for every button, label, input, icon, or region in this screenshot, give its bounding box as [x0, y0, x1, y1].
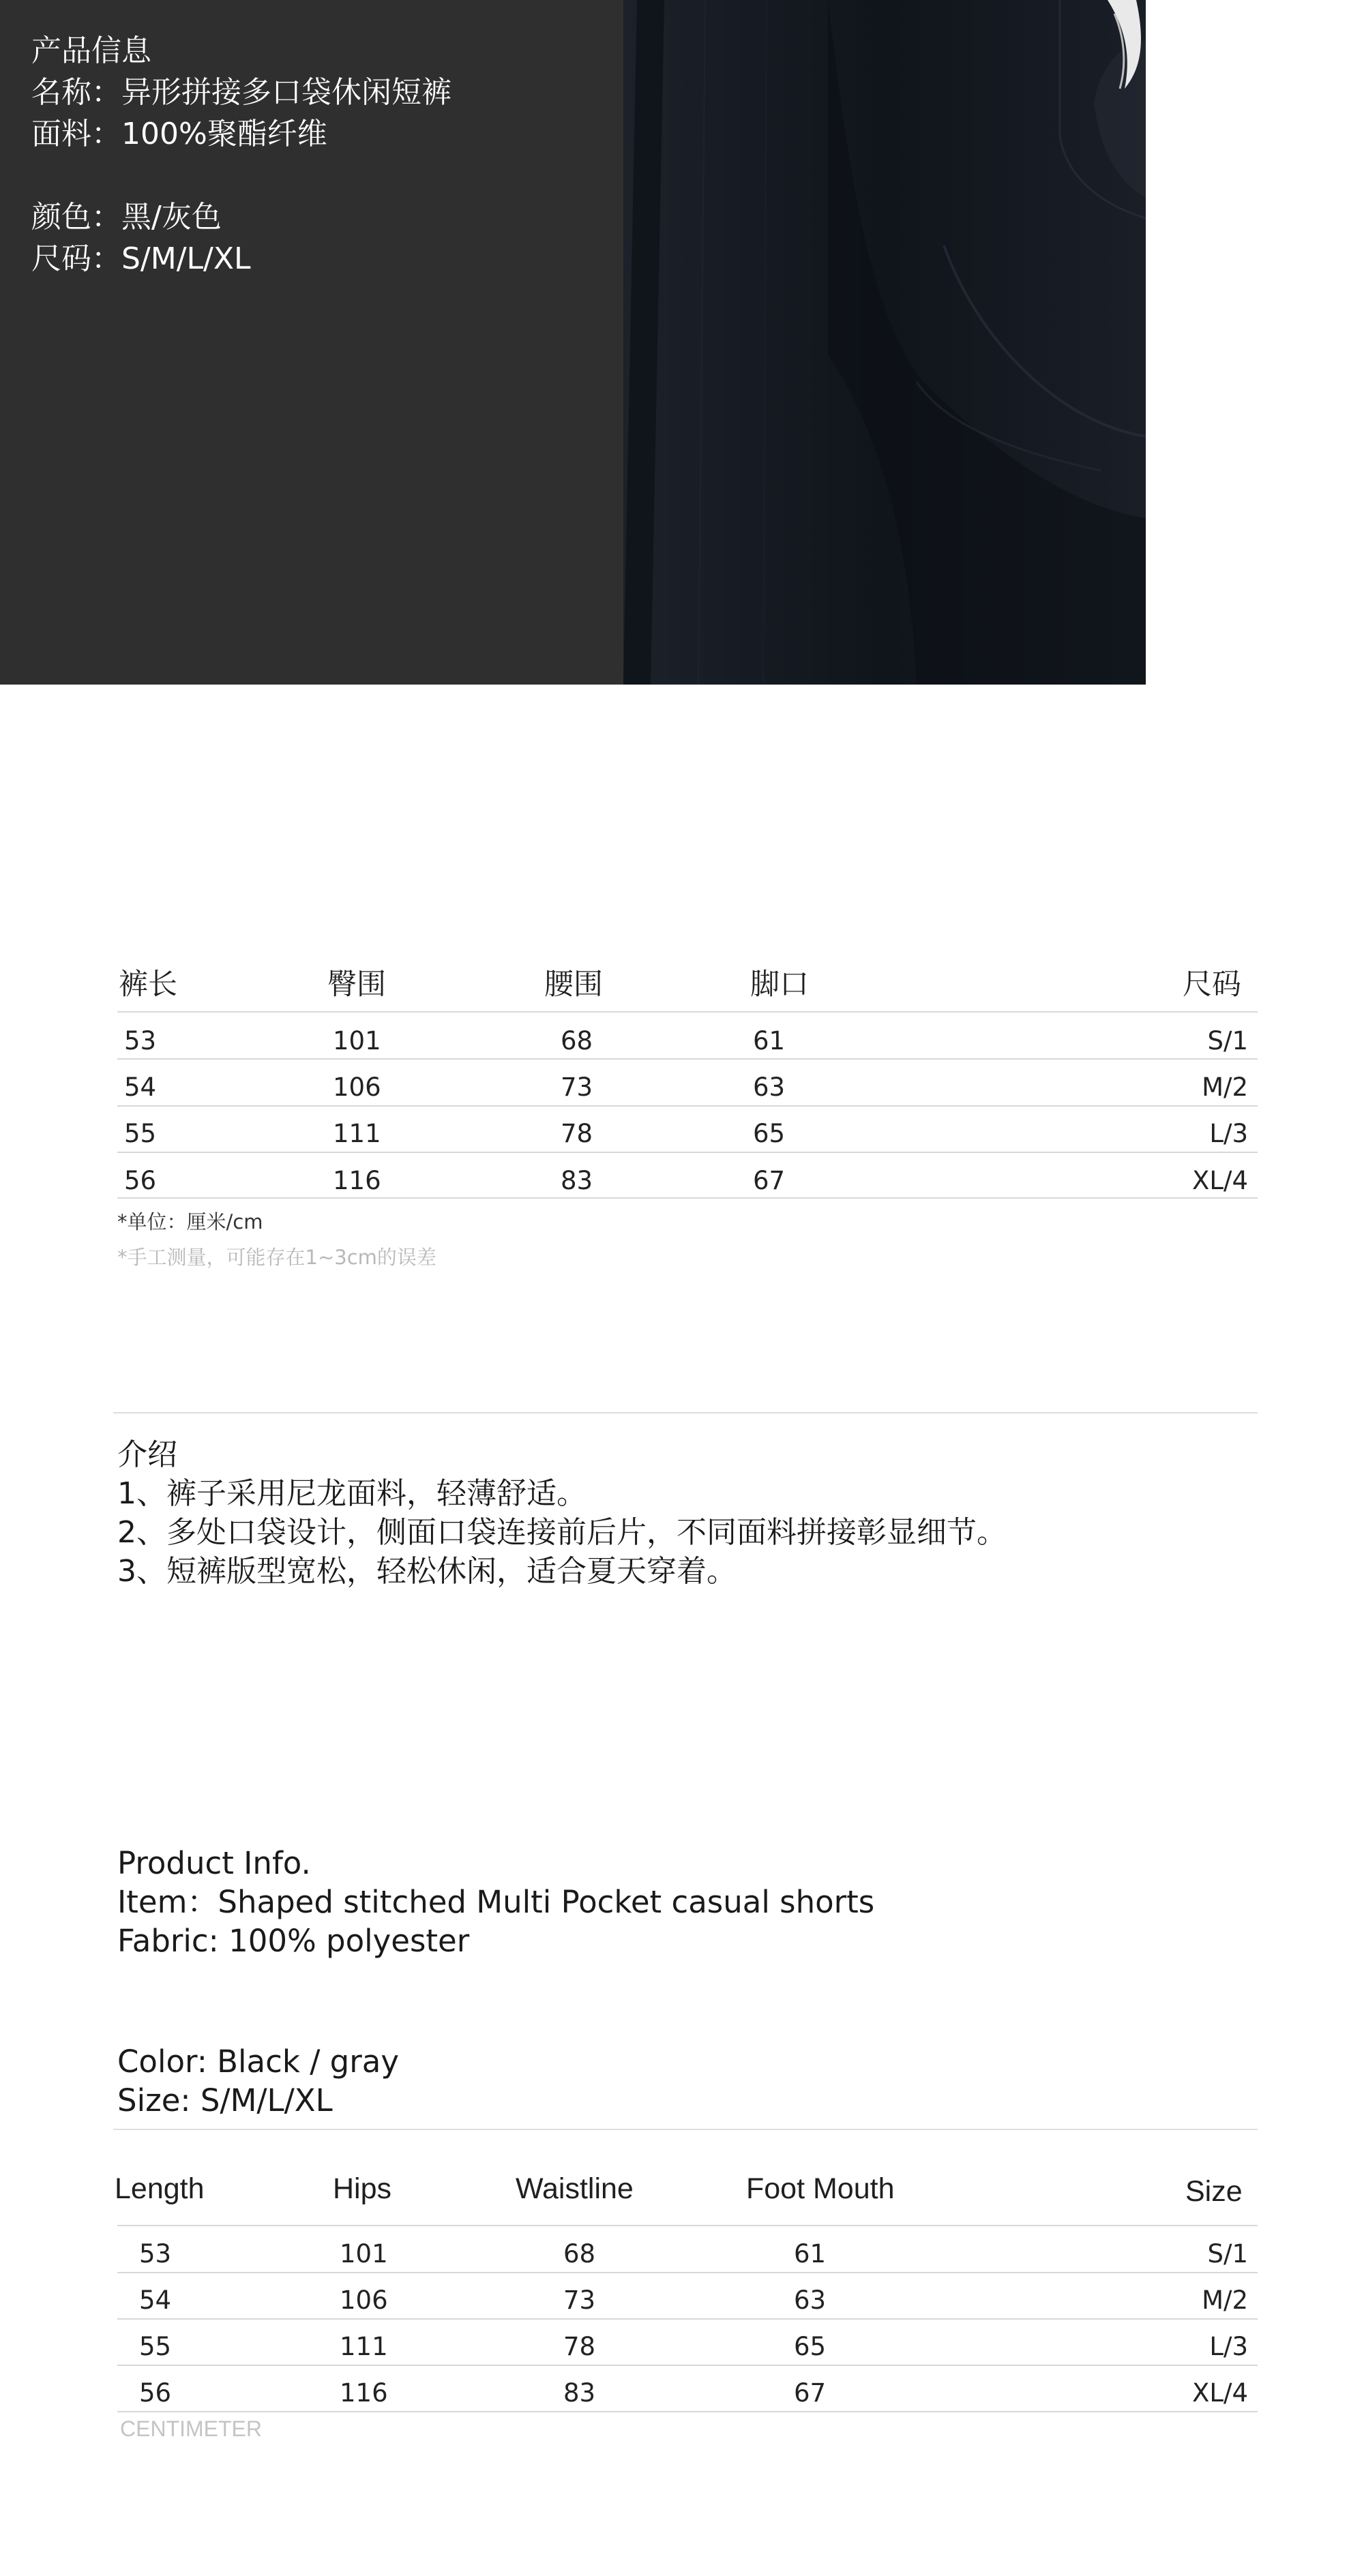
cn-cell: 101	[333, 1026, 381, 1055]
cn-cell: 61	[753, 1026, 786, 1055]
cn-info-name: 名称：异形拼接多口袋休闲短裤	[31, 75, 451, 110]
cn-intro	[117, 1435, 1007, 1591]
cn-cell: 73	[561, 1073, 593, 1102]
cn-info-size: 尺码：S/M/L/XL	[31, 241, 251, 276]
cn-row-rule	[117, 1152, 1258, 1153]
en-cell: 65	[794, 2332, 827, 2361]
intro-line: 3、短裤版型宽松，轻松休闲，适合夏天穿着。	[117, 1554, 737, 1589]
cn-cell: 53	[124, 1026, 157, 1055]
en-cell: 54	[139, 2286, 172, 2315]
en-row-rule	[117, 2365, 1258, 2366]
cn-error-note: *手工测量，可能存在1~3cm的误差	[117, 1246, 436, 1269]
cn-row-rule	[117, 1058, 1258, 1060]
en-header-foot: Foot Mouth	[746, 2172, 895, 2205]
en-product-info	[117, 1844, 874, 1960]
cn-cell: XL/4	[1192, 1166, 1248, 1195]
en-row-rule	[117, 2318, 1258, 2320]
cn-info-fabric: 面料：100%聚酯纤维	[31, 117, 327, 151]
en-cell: 78	[563, 2332, 596, 2361]
cn-cell: 116	[333, 1166, 381, 1195]
en-cell: 53	[139, 2239, 172, 2268]
cn-header-waist: 腰围	[544, 968, 603, 1002]
en-cell: 73	[563, 2286, 596, 2315]
cn-cell: 106	[333, 1073, 381, 1102]
en-cell: M/2	[1202, 2286, 1248, 2315]
en-cell: 56	[139, 2378, 172, 2408]
cn-cell: L/3	[1209, 1119, 1248, 1148]
intro-line: 2、多处口袋设计，侧面口袋连接前后片，不同面料拼接彰显细节。	[117, 1515, 1007, 1550]
en-header-length: Length	[115, 2172, 205, 2205]
en-cell: 63	[794, 2286, 827, 2315]
cn-cell: 55	[124, 1119, 157, 1148]
cn-cell: 111	[333, 1119, 381, 1148]
en-cell: 83	[563, 2378, 596, 2408]
en-info-size: Size: S/M/L/XL	[117, 2082, 333, 2118]
cn-cell: M/2	[1202, 1073, 1248, 1102]
cn-header-rule	[117, 1011, 1258, 1013]
section-divider	[113, 1412, 1258, 1413]
cn-cell: 63	[753, 1073, 786, 1102]
cn-cell: 54	[124, 1073, 157, 1102]
en-cell: 67	[794, 2378, 827, 2408]
en-info-fabric: Fabric: 100% polyester	[117, 1923, 470, 1959]
en-cell: 106	[340, 2286, 388, 2315]
en-info-color: Color: Black / gray	[117, 2043, 399, 2080]
cn-info-heading: 产品信息	[31, 33, 151, 68]
en-cell: L/3	[1209, 2332, 1248, 2361]
cn-row-rule	[117, 1197, 1258, 1199]
cn-product-info	[31, 30, 451, 280]
en-header-rule	[117, 2225, 1258, 2226]
intro-line: 1、裤子采用尼龙面料，轻薄舒适。	[117, 1476, 587, 1511]
cn-row-rule	[117, 1105, 1258, 1107]
en-unit-note: CENTIMETER	[120, 2416, 262, 2441]
product-photo	[623, 0, 1146, 685]
en-cell: 111	[340, 2332, 388, 2361]
cn-header-hips: 臀围	[327, 968, 386, 1002]
cn-info-color: 颜色：黑/灰色	[31, 200, 222, 235]
en-row-rule	[117, 2411, 1258, 2412]
en-info-item: Item：Shaped stitched Multi Pocket casual shorts	[117, 1884, 875, 1920]
cn-cell: 83	[561, 1166, 593, 1195]
en-row-rule	[117, 2272, 1258, 2273]
cn-header-length: 裤长	[119, 968, 177, 1002]
en-cell: S/1	[1207, 2239, 1248, 2268]
cn-cell: 78	[561, 1119, 593, 1148]
en-product-variants	[117, 2042, 399, 2120]
cn-cell: 68	[561, 1026, 593, 1055]
en-cell: 116	[340, 2378, 388, 2408]
en-header-waist: Waistline	[516, 2172, 634, 2205]
en-cell: 55	[139, 2332, 172, 2361]
cn-unit-note: *单位：厘米/cm	[117, 1210, 263, 1233]
en-header-hips: Hips	[333, 2172, 392, 2205]
en-cell: 101	[340, 2239, 388, 2268]
section-divider	[113, 2129, 1258, 2130]
cn-header-foot: 脚口	[750, 968, 809, 1002]
product-hero	[0, 0, 1146, 685]
en-header-size: Size	[1185, 2175, 1243, 2208]
en-cell: XL/4	[1192, 2378, 1248, 2408]
cn-header-size: 尺码	[1183, 968, 1241, 1002]
en-info-heading: Product Info.	[117, 1845, 311, 1881]
cn-cell: 56	[124, 1166, 157, 1195]
cn-cell: 65	[753, 1119, 786, 1148]
en-cell: 61	[794, 2239, 827, 2268]
intro-heading: 介绍	[117, 1437, 177, 1472]
cn-cell: S/1	[1207, 1026, 1248, 1055]
shorts-fabric-image	[623, 0, 1146, 685]
en-cell: 68	[563, 2239, 596, 2268]
cn-cell: 67	[753, 1166, 786, 1195]
